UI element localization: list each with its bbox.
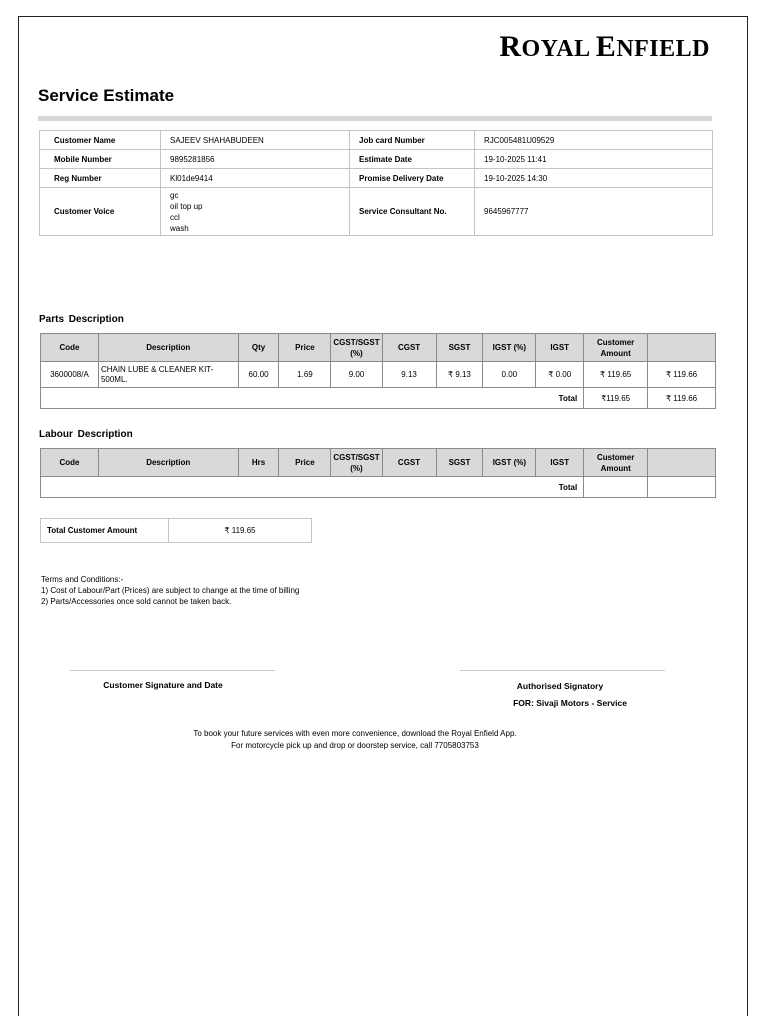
table-cell: 9.13 [382,362,436,388]
reg-number-value: Kl01de9414 [161,169,350,188]
footer-line: To book your future services with even more convenience, download the Royal Enfield App. [193,729,517,738]
col-header: Price [279,334,331,362]
col-header: Code [41,334,99,362]
job-card-value: RJC005481U09529 [475,131,713,150]
table-cell: 3600008/A [41,362,99,388]
voice-line: ccl [170,212,180,222]
footer [0,728,710,752]
customer-signature-label: Customer Signature and Date [103,680,223,690]
parts-total-last: ₹ 119.66 [648,388,716,409]
table-cell: 9.00 [331,362,382,388]
parts-table [40,333,716,409]
col-header: CGST [382,449,436,477]
col-header: CGST [382,334,436,362]
col-header: CGST/SGST (%) [331,449,382,477]
col-header: IGST (%) [483,334,536,362]
voice-line: oil top up [170,201,203,211]
authorised-signatory-label: Authorised Signatory [516,681,604,691]
job-card-label: Job card Number [350,131,475,150]
title-divider [38,116,712,121]
table-cell: 0.00 [483,362,536,388]
table-cell: ₹ 0.00 [536,362,584,388]
parts-total-label: Total [41,388,584,409]
labour-total-row [41,477,716,498]
customer-name-value: SAJEEV SHAHABUDEEN [161,131,350,150]
terms-line: 2) Parts/Accessories once sold cannot be taken back. [41,597,232,606]
reg-number-label: Reg Number [40,169,161,188]
parts-total-row [41,388,716,409]
table-cell: ₹ 119.66 [648,362,716,388]
col-header: Code [41,449,99,477]
footer-line: For motorcycle pick up and drop or doorstep service, call 7705803753 [231,741,479,750]
info-row [40,131,713,150]
parts-section-label: Parts Description [39,314,124,325]
customer-voice-value [161,188,350,236]
total-customer-amount-label: Total Customer Amount [41,519,169,543]
labour-header-row [41,449,716,477]
authorised-signature-line [460,670,665,671]
terms-and-conditions [41,574,299,607]
customer-name-label: Customer Name [40,131,161,150]
col-header [648,449,716,477]
table-row [41,362,716,388]
table-cell: ₹ 9.13 [436,362,483,388]
page-title: Service Estimate [38,86,175,105]
estimate-date-value: 19-10-2025 11:41 [475,150,713,169]
col-header [648,334,716,362]
estimate-date-label: Estimate Date [350,150,475,169]
col-header: SGST [436,449,483,477]
for-dealer-label: FOR: Sivaji Motors - Service [513,698,627,708]
voice-line: wash [170,223,189,233]
customer-voice-label: Customer Voice [40,188,161,236]
mobile-label: Mobile Number [40,150,161,169]
info-row [40,169,713,188]
col-header: SGST [436,334,483,362]
labour-total-last [648,477,716,498]
labour-table [40,448,716,498]
col-header: Description [98,449,238,477]
col-header: Customer Amount [584,449,648,477]
summary-row [41,519,312,543]
table-cell: CHAIN LUBE & CLEANER KIT- 500ML. [98,362,238,388]
col-header: Price [279,449,331,477]
royal-enfield-logo: ROYAL ENFIELD [499,30,710,63]
labour-total-customer [584,477,648,498]
voice-line: gc [170,190,179,200]
total-summary-table [40,518,312,543]
mobile-value: 9895281856 [161,150,350,169]
col-header: IGST (%) [483,449,536,477]
consultant-value: 9645967777 [475,188,713,236]
table-cell: ₹ 119.65 [584,362,648,388]
col-header: IGST [536,449,584,477]
promise-date-label: Promise Delivery Date [350,169,475,188]
total-customer-amount-value: ₹ 119.65 [169,519,312,543]
promise-date-value: 19-10-2025 14:30 [475,169,713,188]
col-header: Customer Amount [584,334,648,362]
info-row [40,150,713,169]
col-header: CGST/SGST (%) [331,334,382,362]
parts-total-customer: ₹119.65 [584,388,648,409]
parts-header-row [41,334,716,362]
labour-total-label: Total [41,477,584,498]
customer-signature-line [70,670,275,671]
table-cell: 60.00 [238,362,279,388]
info-row [40,188,713,236]
consultant-label: Service Consultant No. [350,188,475,236]
labour-section-label: Labour Description [39,429,133,440]
col-header: Qty [238,334,279,362]
customer-info-table [39,130,713,236]
col-header: Hrs [238,449,279,477]
col-header: Description [98,334,238,362]
table-cell: 1.69 [279,362,331,388]
col-header: IGST [536,334,584,362]
terms-line: 1) Cost of Labour/Part (Prices) are subject to change at the time of billing [41,586,300,595]
terms-heading: Terms and Conditions:- [41,575,124,584]
